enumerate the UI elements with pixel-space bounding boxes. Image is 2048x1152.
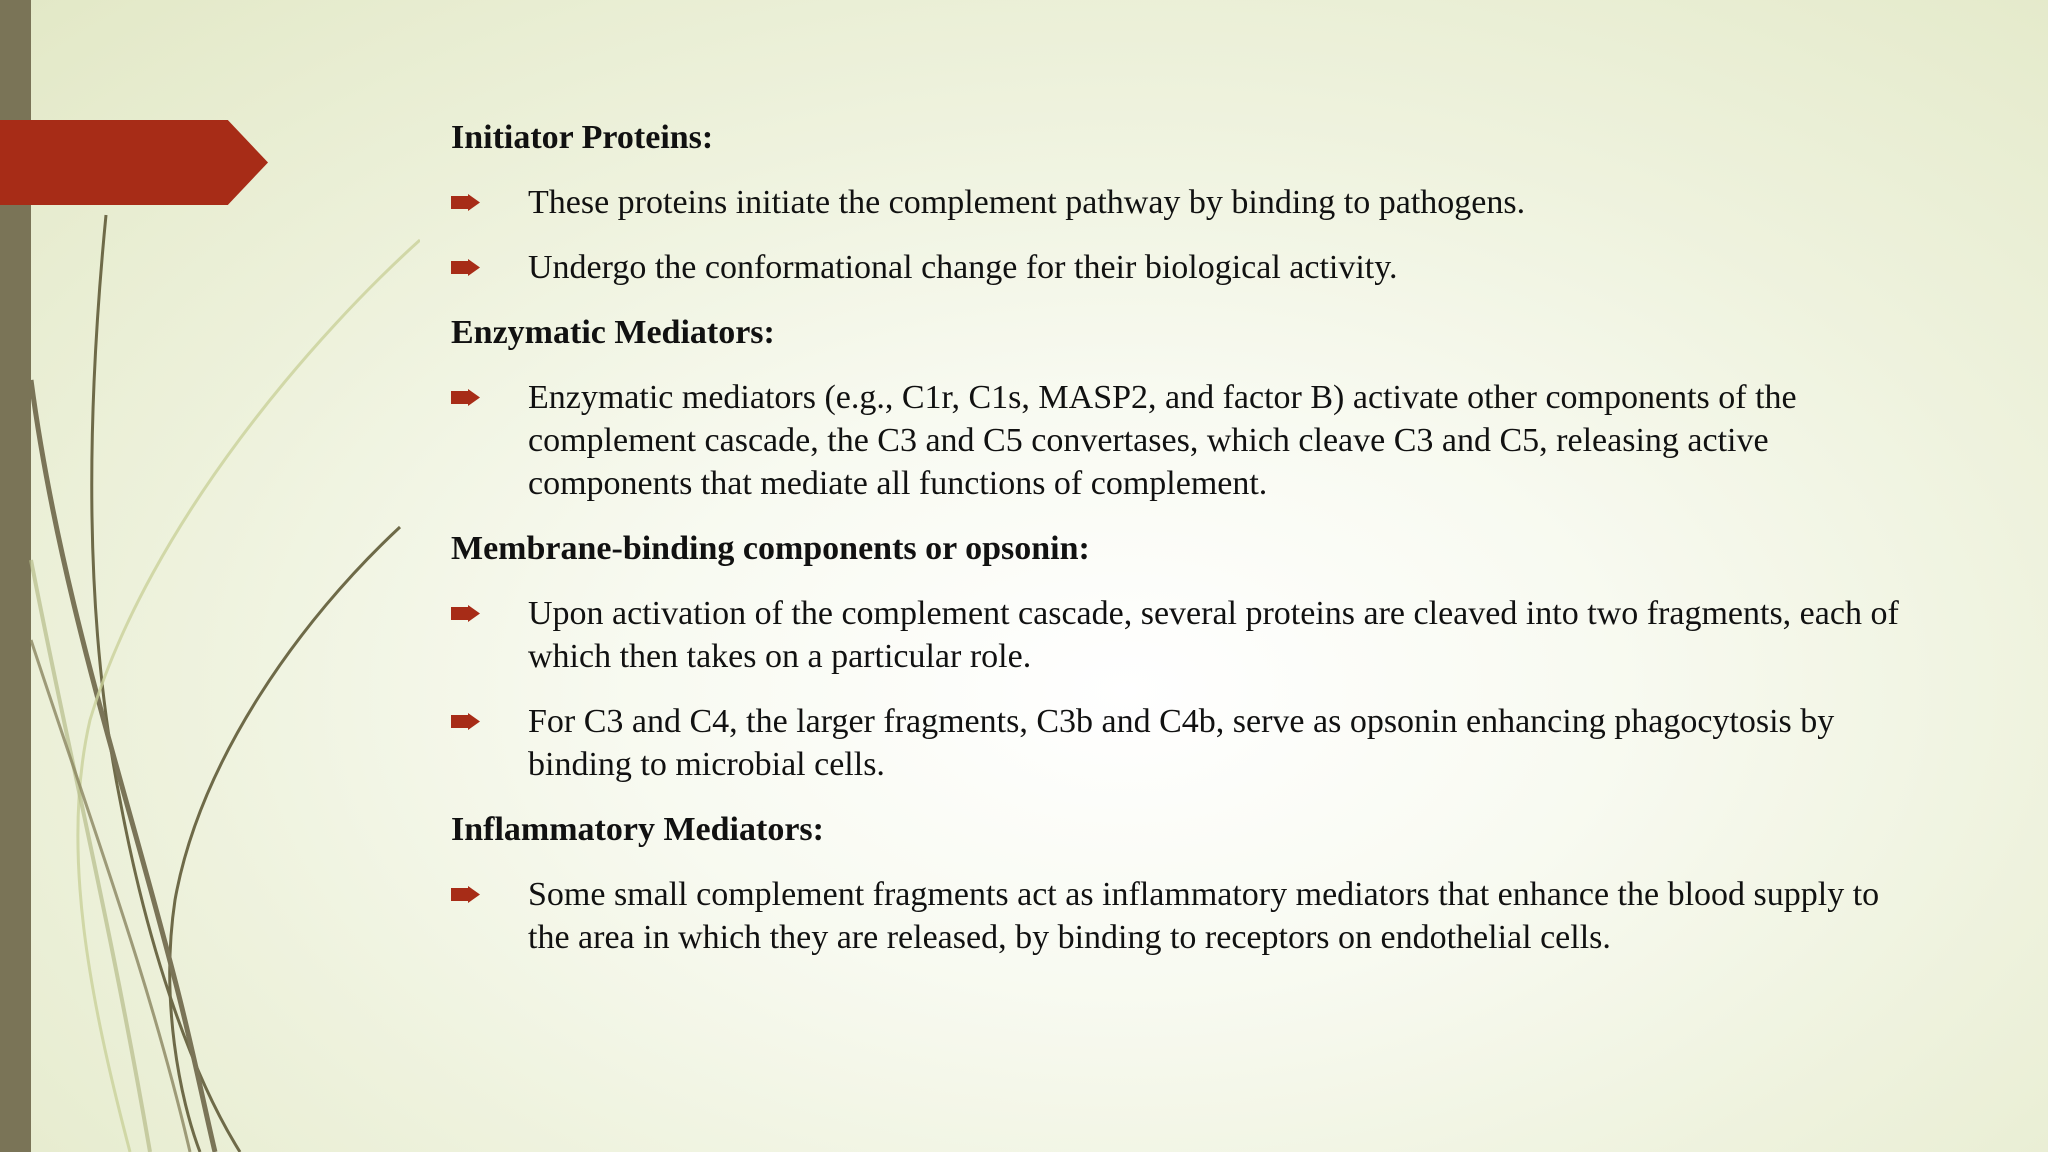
section-heading-inflammatory: Inflammatory Mediators: [451, 811, 824, 848]
arrow-bullet-icon [451, 886, 480, 903]
bullet-item [451, 873, 1911, 959]
bullet-text: Undergo the conformational change for their biological activity. [528, 249, 1398, 286]
bullet-item [451, 376, 1911, 505]
bullet-item [451, 592, 1911, 678]
bullet-text: For C3 and C4, the larger fragments, C3b and C4b, serve as opsonin enhancing phagocytosis by binding to microbial cells. [528, 703, 1835, 783]
bullet-text: Some small complement fragments act as inflammatory mediators that enhance the blood supply to the area in which they are released, by binding to receptors on endothelial cells. [528, 876, 1880, 956]
bullet-item [451, 700, 1911, 786]
decorative-swooshes [0, 0, 420, 1152]
bullet-item [451, 246, 1911, 289]
bullet-text: Enzymatic mediators (e.g., C1r, C1s, MASP2, and factor B) activate other components of the complement cascade, the C3 and C5 convertases, which cleave C3 and C5, releasing active components that mediate all functions of complement. [528, 379, 1797, 502]
section-heading-membrane: Membrane-binding components or opsonin: [451, 530, 1090, 567]
bullet-item [451, 181, 1911, 224]
section-heading-enzymatic: Enzymatic Mediators: [451, 314, 775, 351]
arrow-bullet-icon [451, 713, 480, 730]
arrow-bullet-icon [451, 259, 480, 276]
arrow-bullet-icon [451, 389, 480, 406]
bullet-text: These proteins initiate the complement pathway by binding to pathogens. [528, 184, 1526, 221]
slide-content [451, 116, 1911, 981]
arrow-bullet-icon [451, 605, 480, 622]
section-heading-initiator: Initiator Proteins: [451, 119, 714, 156]
arrow-bullet-icon [451, 194, 480, 211]
bullet-text: Upon activation of the complement cascade, several proteins are cleaved into two fragments, each of which then takes on a particular role. [528, 595, 1899, 675]
